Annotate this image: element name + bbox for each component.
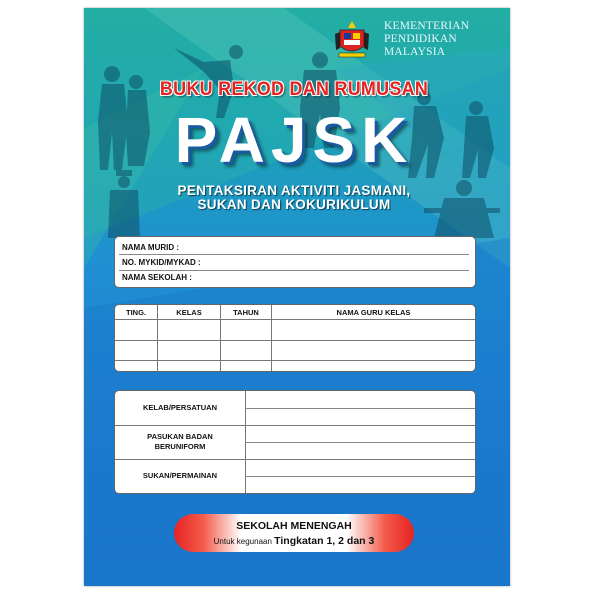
ministry-name	[384, 20, 469, 59]
table-cell[interactable]	[272, 320, 476, 341]
school-level: SEKOLAH MENENGAH	[236, 520, 352, 532]
table-cell[interactable]	[158, 320, 221, 341]
cover-subtitle: BUKU REKOD DAN RUMUSAN	[159, 78, 429, 100]
table-cell[interactable]	[221, 320, 272, 341]
student-info-box	[114, 236, 476, 288]
coat-of-arms-logo	[334, 20, 370, 60]
table-cell[interactable]	[272, 361, 476, 371]
column-header-kelas: KELAS	[158, 305, 221, 320]
class-record-table	[114, 304, 476, 372]
table-row	[115, 320, 475, 341]
table-row	[115, 361, 475, 371]
school-name-label: NAMA SEKOLAH :	[122, 273, 192, 282]
usage-forms: Tingkatan 1, 2 dan 3	[274, 535, 375, 547]
table-row	[115, 340, 475, 361]
column-header-tahun: TAHUN	[221, 305, 272, 320]
mykid-label: NO. MYKID/MYKAD :	[122, 258, 201, 267]
cover-title: PAJSK	[174, 104, 414, 176]
club-line[interactable]	[245, 408, 475, 409]
usage-prefix: Untuk kegunaan	[213, 537, 272, 546]
table-cell[interactable]	[115, 320, 158, 341]
column-header-ting: TING.	[115, 305, 158, 320]
club-label: KELAB/PERSATUAN	[142, 403, 218, 412]
level-badge	[174, 514, 414, 552]
table-header-row	[115, 305, 475, 320]
column-header-nama-guru-kelas: NAMA GURU KELAS	[272, 305, 476, 320]
table-cell[interactable]	[158, 340, 221, 361]
description-line-1: PENTAKSIRAN AKTIVITI JASMANI,	[177, 183, 411, 198]
ministry-line-2: PENDIDIKAN	[384, 33, 457, 45]
uniform-line[interactable]	[245, 442, 475, 443]
table-cell[interactable]	[115, 361, 158, 371]
activities-box	[114, 390, 476, 494]
sport-label: SUKAN/PERMAINAN	[142, 471, 218, 480]
uniform-label-1: PASUKAN BADAN	[147, 432, 213, 441]
book-cover	[84, 8, 510, 586]
student-name-label: NAMA MURID :	[122, 243, 180, 252]
activities-separator	[115, 425, 475, 426]
cover-description	[124, 184, 464, 212]
table-cell[interactable]	[158, 361, 221, 371]
table-cell[interactable]	[115, 340, 158, 361]
sport-line[interactable]	[245, 476, 475, 477]
activities-separator	[115, 459, 475, 460]
table-cell[interactable]	[221, 340, 272, 361]
table-cell[interactable]	[221, 361, 272, 371]
ministry-line-1: KEMENTERIAN	[384, 20, 470, 32]
table-cell[interactable]	[272, 340, 476, 361]
description-line-2: SUKAN DAN KOKURIKULUM	[197, 197, 391, 212]
ministry-line-3: MALAYSIA	[384, 46, 446, 58]
usage-note	[174, 535, 414, 547]
uniform-label-2: BERUNIFORM	[154, 442, 206, 451]
